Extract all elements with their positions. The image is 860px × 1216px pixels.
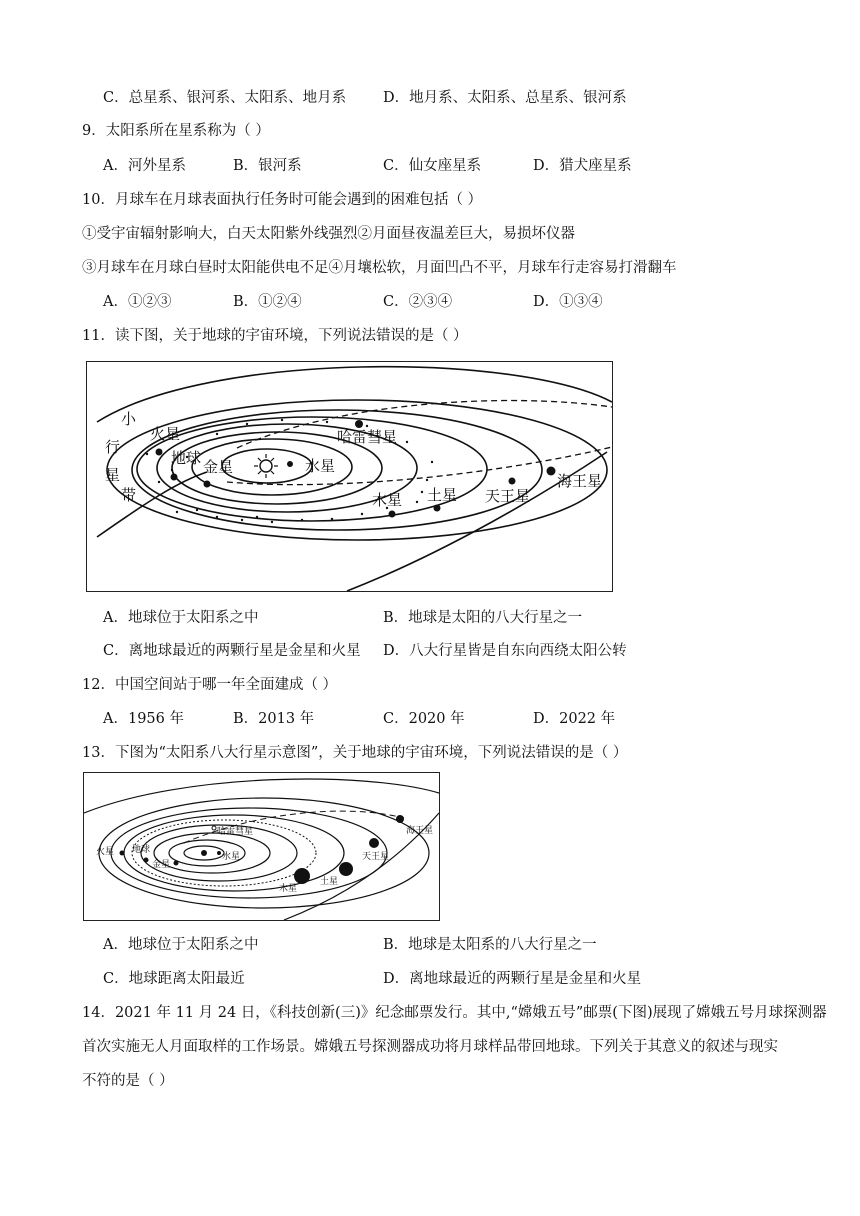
halley-comet-dot-2 [212,826,216,830]
uranus-dot-2 [369,838,379,848]
q10-option-b[interactable]: B．①②④ [233,294,302,310]
saturn-label: 土星 [427,486,458,504]
q13-option-a[interactable]: A．地球位于太阳系之中 [103,937,259,953]
venus-dot [204,481,211,488]
q13-solar-system-diagram [84,773,439,920]
q10-option-a[interactable]: A．①②③ [103,294,172,310]
earth-dot-2 [144,858,149,863]
neptune-dot-2 [396,815,404,823]
sun-dot [201,850,207,856]
sun-icon [254,454,278,478]
q12-option-d[interactable]: D．2022 年 [533,711,616,727]
q13-solar-system-figure [83,772,440,921]
belt-label-2: 行 [105,438,121,456]
q10-statements-1: ①受宇宙辐射影响大，白天太阳紫外线强烈②月面昼夜温差巨大，易损坏仪器 [82,226,575,242]
saturn-dot [434,505,441,512]
q12-option-b[interactable]: B．2013 年 [233,711,315,727]
mars-dot [156,449,163,456]
jupiter-label-2: 木星 [279,884,298,894]
jupiter-dot [389,511,396,518]
q9-stem: 9．太阳系所在星系称为（ ） [82,123,270,139]
q11-solar-system-diagram [87,362,612,591]
q10-stem: 10．月球车在月球表面执行任务时可能会遇到的困难包括（ ） [82,192,483,208]
mercury-label-2: 水星 [222,852,241,862]
halley-comet-dot [355,420,363,428]
belt-label-4: 带 [121,486,137,504]
venus-label-2: 金星 [152,860,171,870]
q11-option-c[interactable]: C．离地球最近的两颗行星是金星和火星 [103,643,361,659]
earth-label: 地球 [171,449,202,467]
q11-option-a[interactable]: A．地球位于太阳系之中 [103,610,259,626]
venus-dot-2 [174,861,179,866]
q10-option-d[interactable]: D．①③④ [533,294,603,310]
neptune-label-2: 海王星 [406,826,434,836]
halley-label-2: 哈雷彗星 [217,827,254,837]
q9-option-b[interactable]: B．银河系 [233,158,302,174]
uranus-label-2: 天王星 [362,852,390,862]
q12-option-a[interactable]: A．1956 年 [103,711,184,727]
mars-label: 火星 [150,425,181,443]
q14-stem-line-2: 首次实施无人月面取样的工作场景。嫦娥五号探测器成功将月球样品带回地球。下列关于其意义的叙述与现实 [82,1039,778,1055]
q12-stem: 12．中国空间站于哪一年全面建成（ ） [82,677,338,693]
q13-stem: 13．下图为“太阳系八大行星示意图”，关于地球的宇宙环境，下列说法错误的是（ ） [82,745,628,761]
saturn-label-2: 土星 [320,877,339,887]
q9-option-a[interactable]: A．河外星系 [103,158,186,174]
earth-label-2: 地球 [132,845,151,855]
belt-label-1: 小 [121,410,137,428]
q13-option-b[interactable]: B．地球是太阳系的八大行星之一 [383,937,597,953]
q8-option-c[interactable]: C．总星系、银河系、太阳系、地月系 [103,90,347,106]
q13-option-d[interactable]: D．离地球最近的两颗行星是金星和火星 [383,971,642,987]
venus-label: 金星 [203,458,234,476]
q12-option-c[interactable]: C．2020 年 [383,711,465,727]
q10-option-c[interactable]: C．②③④ [383,294,453,310]
q11-option-b[interactable]: B．地球是太阳的八大行星之一 [383,610,583,626]
uranus-label: 天王星 [485,487,531,505]
q14-stem-line-3: 不符的是（ ） [82,1073,174,1089]
neptune-label: 海王星 [557,472,603,490]
jupiter-label: 木星 [372,491,403,509]
saturn-dot-2 [339,862,353,876]
halley-label: 哈雷彗星 [337,428,398,446]
earth-dot [171,474,178,481]
q10-statements-2: ③月球车在月球白昼时太阳能供电不足④月壤松软，月面凹凸不平，月球车行走容易打滑翻车 [82,260,677,276]
mars-dot-2 [120,851,125,856]
q11-stem: 11．读下图，关于地球的宇宙环境，下列说法错误的是（ ） [82,328,468,344]
q8-option-d[interactable]: D．地月系、太阳系、总星系、银河系 [383,90,627,106]
q9-option-d[interactable]: D．猎犬座星系 [533,158,632,174]
q9-option-c[interactable]: C．仙女座星系 [383,158,482,174]
q11-option-d[interactable]: D．八大行星皆是自东向西绕太阳公转 [383,643,627,659]
mercury-dot-2 [217,851,221,855]
mars-label-2: 火星 [96,847,115,857]
belt-label-3: 星 [105,466,121,484]
mercury-dot [287,461,293,467]
jupiter-dot-2 [294,868,310,884]
uranus-dot [509,478,516,485]
q11-solar-system-figure [86,361,613,592]
q13-option-c[interactable]: C．地球距离太阳最近 [103,971,245,987]
neptune-dot [547,467,556,476]
mercury-label: 水星 [305,457,336,475]
q14-stem-line-1: 14．2021 年 11 月 24 日，《科技创新(三)》纪念邮票发行。其中,“嫦娥五号”邮票(下图)展现了嫦娥五号月球探测器 [82,1005,827,1021]
